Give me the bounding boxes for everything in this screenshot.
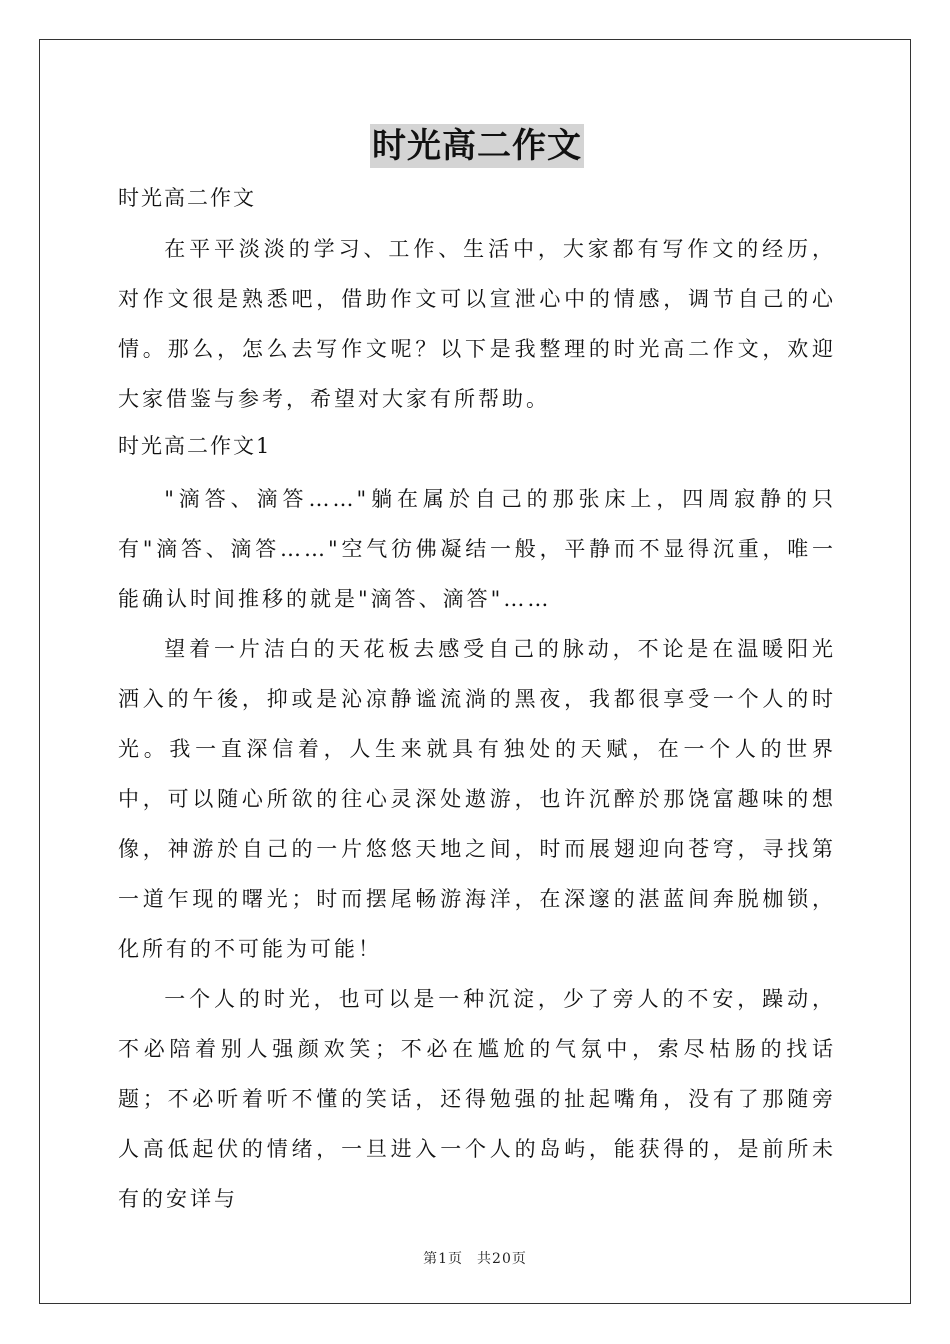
body-paragraph-3: 一个人的时光，也可以是一种沉淀，少了旁人的不安，躁动，不必陪着别人强颜欢笑；不必在尴尬的气氛中，索尽枯肠的找话题；不必听着听不懂的笑话，还得勉强的扯起嘴角，没有了那随旁人高低起伏的情绪，一旦进入一个人的岛屿，能获得的，是前所未有的安详与 [118, 987, 836, 1211]
section-heading: 时光高二作文1 [118, 434, 272, 458]
title-block [118, 124, 836, 172]
body-paragraph-1: "滴答、滴答……"躺在属於自己的那张床上，四周寂静的只有"滴答、滴答……"空气彷佛凝结一般，平静而不显得沉重，唯一能确认时间推移的就是"滴答、滴答"…… [118, 487, 836, 611]
page-total: 共20页 [477, 1251, 527, 1267]
document-title: 时光高二作文 [372, 126, 582, 166]
document-subtitle: 时光高二作文 [118, 186, 256, 210]
page-footer [0, 1248, 950, 1268]
intro-paragraph: 在平平淡淡的学习、工作、生活中，大家都有写作文的经历，对作文很是熟悉吧，借助作文可以宣泄心中的情感，调节自己的心情。那么，怎么去写作文呢？以下是我整理的时光高二作文，欢迎大家借鉴与参考，希望对大家有所帮助。 [118, 237, 836, 411]
document-body [118, 124, 836, 1211]
page-number: 第1页 [423, 1251, 464, 1267]
body-paragraph-2: 望着一片洁白的天花板去感受自己的脉动，不论是在温暖阳光洒入的午後，抑或是沁凉静谧流淌的黑夜，我都很享受一个人的时光。我一直深信着，人生来就具有独处的天赋，在一个人的世界中，可以随心所欲的往心灵深处遨游，也许沉醉於那饶富趣味的想像，神游於自己的一片悠悠天地之间，时而展翅迎向苍穹，寻找第一道乍现的曙光；时而摆尾畅游海洋，在深邃的湛蓝间奔脱枷锁，化所有的不可能为可能！ [118, 637, 836, 961]
